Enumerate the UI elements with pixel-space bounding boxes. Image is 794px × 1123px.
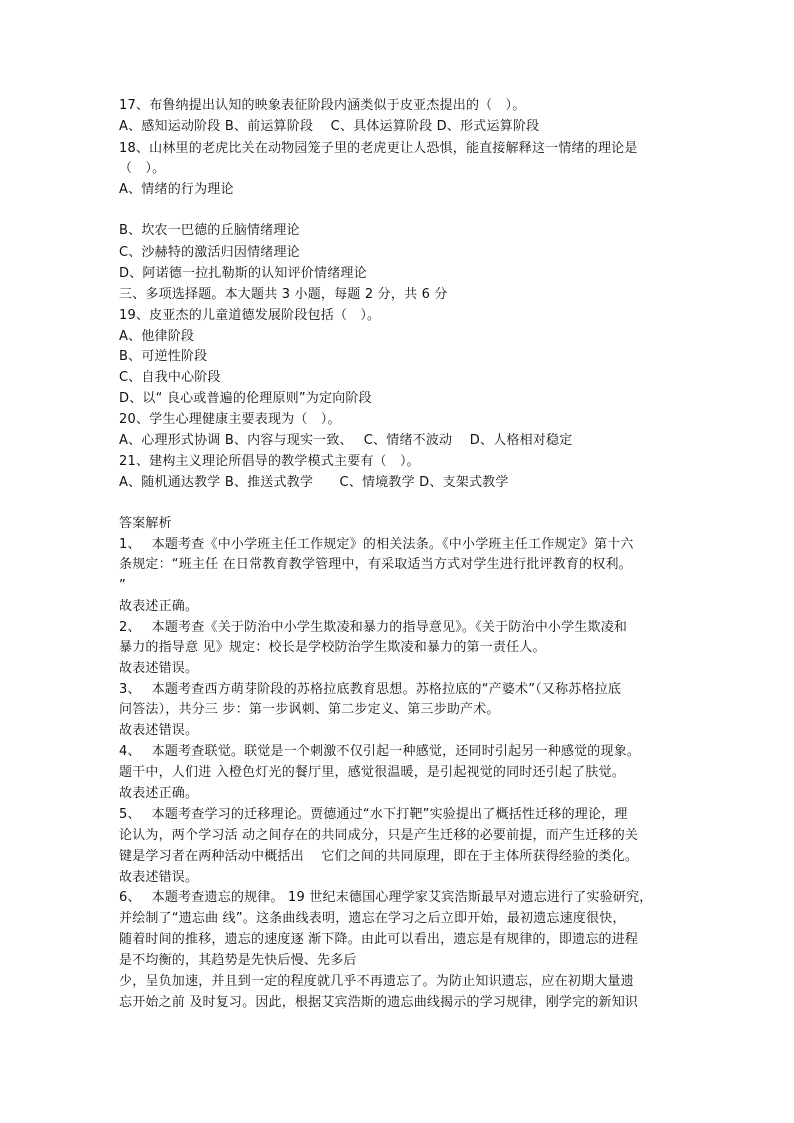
answer-6-line4: 是不均衡的，其趋势是先快后慢、先多后 <box>119 953 357 968</box>
answer-2-verdict: 故表述错误。 <box>119 661 199 676</box>
question-18-line2: （ ）。 <box>119 161 166 176</box>
answer-5-line3: 键是学习者在两种活动中概括出 它们之间的共同原理，即在于主体所获得经验的类化。 <box>119 849 639 864</box>
question-18-option-b: B、坎农一巴德的丘脑情绪理论 <box>119 223 300 238</box>
answer-4-line2: 题干中，人们进 入橙色灯光的餐厅里，感觉很温暖，是引起视觉的同时还引起了肤觉。 <box>119 765 625 780</box>
answer-2-line2: 暴力的指导意 见》规定：校长是学校防治学生欺凌和暴力的第一责任人。 <box>119 640 546 655</box>
answer-5-line2: 论认为，两个学习活 动之间存在的共同成分，只是产生迁移的必要前提，而产生迁移的关 <box>119 828 639 843</box>
question-17: 17、布鲁纳提出认知的映象表征阶段内涵类似于皮亚杰提出的（ ）。 <box>119 98 526 113</box>
question-21: 21、建构主义理论所倡导的教学模式主要有（ ）。 <box>119 454 420 469</box>
question-19-option-a: A、他律阶段 <box>119 329 195 344</box>
answers-heading: 答案解析 <box>119 516 172 531</box>
answer-1-line3: ” <box>119 578 126 593</box>
answer-6-line2: 并绘制了“遗忘曲 线”。这条曲线表明，遗忘在学习之后立即开始，最初遗忘速度很快， <box>119 911 626 926</box>
question-21-options: A、随机通达教学 B、推送式教学 C、情境教学 D、支架式教学 <box>119 475 509 490</box>
answer-6-line1: 6、 本题考查遗忘的规律。 19 世纪末德国心理学家艾宾浩斯最早对遗忘进行了实验研究， <box>119 890 653 905</box>
answer-1-line2: 条规定：“班主任 在日常教育教学管理中，有采取适当方式对学生进行批评教育的权利。 <box>119 557 632 572</box>
question-18-option-d: D、阿诺德一拉扎勒斯的认知评价情绪理论 <box>119 266 367 281</box>
answer-6-line5: 少，呈负加速，并且到一定的程度就几乎不再遗忘了。为防止知识遗忘，应在初期大量遗 <box>119 974 634 989</box>
answer-5-verdict: 故表述错误。 <box>119 870 199 885</box>
answer-3-line2: 问答法），共分三 步：第一步讽刺、第二步定义、第三步助产术。 <box>119 702 500 717</box>
answer-6-line3: 随着时间的推移，遗忘的速度逐 渐下降。由此可以看出，遗忘是有规律的，即遗忘的进程 <box>119 932 639 947</box>
answer-4-line1: 4、 本题考查联觉。联觉是一个刺激不仅引起一种感觉，还同时引起另一种感觉的现象。 <box>119 744 641 759</box>
question-20: 20、学生心理健康主要表现为（ ）。 <box>119 412 341 427</box>
answer-3-verdict: 故表述错误。 <box>119 723 199 738</box>
question-19-option-c: C、自我中心阶段 <box>119 370 221 385</box>
answer-1-verdict: 故表述正确。 <box>119 599 199 614</box>
question-18-line1: 18、山林里的老虎比关在动物园笼子里的老虎更让人恐惧，能直接解释这一情绪的理论是 <box>119 141 638 156</box>
question-18-option-a: A、情绪的行为理论 <box>119 182 234 197</box>
answer-1-line1: 1、 本题考查《中小学班主任工作规定》的相关法条。《中小学班主任工作规定》第十六 <box>119 537 634 552</box>
question-17-options: A、感知运动阶段 B、前运算阶段 C、具体运算阶段 D、形式运算阶段 <box>119 119 540 134</box>
question-19-option-b: B、可逆性阶段 <box>119 349 208 364</box>
answer-6-line6: 忘开始之前 及时复习。因此，根据艾宾浩斯的遗忘曲线揭示的学习规律，刚学完的新知识 <box>119 995 639 1010</box>
section-3-heading: 三、多项选择题。本大题共 3 小题，每题 2 分，共 6 分 <box>119 287 448 302</box>
question-20-options: A、心理形式协调 B、内容与现实一致、 C、情绪不波动 D、人格相对稳定 <box>119 433 573 448</box>
answer-5-line1: 5、 本题考查学习的迁移理论。贾德通过“水下打靶”实验提出了概括性迁移的理论，理 <box>119 807 628 822</box>
question-19: 19、皮亚杰的儿童道德发展阶段包括（ ）。 <box>119 308 381 323</box>
answer-2-line1: 2、 本题考查《关于防治中小学生欺凌和暴力的指导意见》。《关于防治中小学生欺凌和 <box>119 620 628 635</box>
question-19-option-d: D、以“ 良心或普遍的伦理原则”为定向阶段 <box>119 391 372 406</box>
answer-3-line1: 3、 本题考查西方萌芽阶段的苏格拉底教育思想。苏格拉底的“产婆术”（又称苏格拉底 <box>119 682 622 697</box>
answer-4-verdict: 故表述正确。 <box>119 786 199 801</box>
question-18-option-c: C、沙赫特的激活归因情绪理论 <box>119 245 300 260</box>
